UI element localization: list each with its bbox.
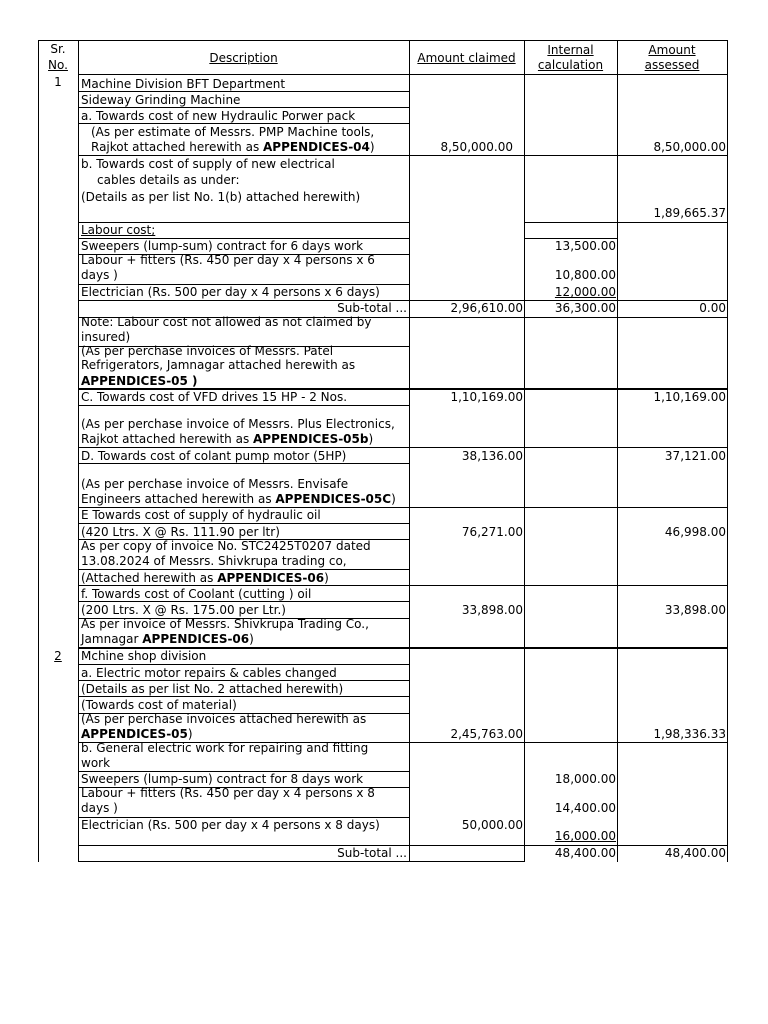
desc-line: APPENDICES-05) xyxy=(81,727,193,741)
desc-line: As per copy of invoice No. STC2425T0207 dated xyxy=(81,539,371,553)
amount-claimed: 8,50,000.00 xyxy=(440,140,513,154)
desc-line: (200 Ltrs. X @ Rs. 175.00 per Ltr.) xyxy=(81,603,286,617)
desc-line: (Details as per list No. 1(b) attached herewith) xyxy=(81,190,361,204)
amount-assessed: 1,98,336.33 xyxy=(653,727,726,741)
desc-line: b. Towards cost of supply of new electrical xyxy=(81,157,335,171)
row-line xyxy=(78,696,409,697)
desc-line: a. Electric motor repairs & cables changed xyxy=(81,666,337,680)
row-line xyxy=(78,155,728,156)
desc-line: Labour + fitters (Rs. 450 per day x 4 persons x 8 xyxy=(81,786,375,800)
desc-line: Jamnagar APPENDICES-06) xyxy=(81,632,254,646)
header-top-line xyxy=(38,40,728,41)
desc-line: (420 Ltrs. X @ Rs. 111.90 per ltr) xyxy=(81,525,280,539)
amount-assessed: 1,10,169.00 xyxy=(653,390,726,404)
subtotal-label-1: Sub-total ... xyxy=(337,301,407,315)
desc-line: insured) xyxy=(81,330,131,344)
desc-line: (As per perchase invoice of Messrs. Envisafe xyxy=(81,477,349,491)
internal-calc: 10,800.00 xyxy=(554,268,616,282)
header-sr-line2: No. xyxy=(48,58,68,72)
desc-line: E Towards cost of supply of hydraulic oil xyxy=(81,508,321,522)
desc-line: APPENDICES-05 ) xyxy=(81,374,198,388)
desc-line: (As per estimate of Messrs. PMP Machine tools, xyxy=(91,125,375,139)
row-line xyxy=(78,664,409,665)
amount-assessed: 8,50,000.00 xyxy=(653,140,726,154)
row-line xyxy=(78,447,728,448)
row-line xyxy=(524,222,728,223)
sr-number-2: 2 xyxy=(54,649,62,663)
desc-line: Sweepers (lump-sum) contract for 8 days work xyxy=(81,772,364,786)
internal-calc: 36,300.00 xyxy=(554,301,616,315)
desc-line: Note: Labour cost not allowed as not claimed by xyxy=(81,315,372,329)
col-line-right xyxy=(727,40,728,862)
header-assessed-line2: assessed xyxy=(644,58,700,72)
desc-line: (Towards cost of material) xyxy=(81,698,237,712)
row-line xyxy=(78,569,409,570)
row-line xyxy=(78,91,409,92)
desc-line: b. General electric work for repairing and fitting xyxy=(81,741,369,755)
internal-calc: 16,000.00 xyxy=(554,829,616,843)
desc-line: Refrigerators, Jamnagar attached herewith as xyxy=(81,358,356,372)
desc-line: (As per perchase invoice of Messrs. Plus Electronics, xyxy=(81,417,395,431)
desc-line: Engineers attached herewith as APPENDICES-05C) xyxy=(81,492,396,506)
col-line-left xyxy=(38,40,39,862)
amount-claimed: 33,898.00 xyxy=(461,603,523,617)
header-internal-line1: Internal xyxy=(547,43,594,57)
desc-line: D. Towards cost of colant pump motor (5HP) xyxy=(81,449,347,463)
col-line-sr xyxy=(78,40,79,862)
row-line xyxy=(78,601,409,602)
desc-line: (Attached herewith as APPENDICES-06) xyxy=(81,571,329,585)
desc-line: Electrician (Rs. 500 per day x 4 persons x 8 days) xyxy=(81,818,380,832)
sr-number-1: 1 xyxy=(54,75,62,89)
desc-line: Mchine shop division xyxy=(81,649,207,663)
amount-claimed: 38,136.00 xyxy=(461,449,523,463)
desc-line: Labour + fitters (Rs. 450 per day x 4 persons x 6 xyxy=(81,253,375,267)
internal-calc: 48,400.00 xyxy=(554,846,616,860)
desc-line: (As per perchase invoices of Messrs. Patel xyxy=(81,344,334,358)
header-amount-claimed: Amount claimed xyxy=(417,51,516,65)
amount-assessed: 37,121.00 xyxy=(664,449,726,463)
row-line xyxy=(78,585,728,586)
internal-calc: 13,500.00 xyxy=(554,239,616,253)
row-line xyxy=(78,861,525,862)
row-line xyxy=(78,680,409,681)
internal-calc: 14,400.00 xyxy=(554,801,616,815)
desc-line: As per invoice of Messrs. Shivkrupa Trading Co., xyxy=(81,617,369,631)
row-line xyxy=(78,463,409,464)
amount-assessed: 1,89,665.37 xyxy=(653,206,726,220)
desc-line: f. Towards cost of Coolant (cutting ) oil xyxy=(81,587,312,601)
amount-claimed: 76,271.00 xyxy=(461,525,523,539)
row-line xyxy=(78,107,409,108)
amount-assessed: 48,400.00 xyxy=(664,846,726,860)
amount-claimed: 2,45,763.00 xyxy=(450,727,523,741)
desc-line: C. Towards cost of VFD drives 15 HP - 2 Nos. xyxy=(81,390,348,404)
desc-line: cables details as under: xyxy=(97,173,240,187)
internal-calc: 12,000.00 xyxy=(554,285,616,299)
desc-line: days ) xyxy=(81,801,118,815)
desc-line: days ) xyxy=(81,268,118,282)
amount-assessed: 33,898.00 xyxy=(664,603,726,617)
subtotal-label-2: Sub-total ... xyxy=(337,846,407,860)
header-description: Description xyxy=(209,51,278,65)
desc-line: (Details as per list No. 2 attached herewith) xyxy=(81,682,344,696)
internal-calc: 18,000.00 xyxy=(554,772,616,786)
amount-claimed: 50,000.00 xyxy=(461,818,523,832)
desc-line: Machine Division BFT Department xyxy=(81,77,286,91)
desc-line: Sweepers (lump-sum) contract for 6 days work xyxy=(81,239,364,253)
desc-line: a. Towards cost of new Hydraulic Porwer pack xyxy=(81,109,356,123)
desc-line: Rajkot attached herewith as APPENDICES-04) xyxy=(91,140,375,154)
desc-line: Sideway Grinding Machine xyxy=(81,93,241,107)
amount-assessed: 46,998.00 xyxy=(664,525,726,539)
row-line xyxy=(78,523,409,524)
desc-line: Electrician (Rs. 500 per day x 4 persons x 6 days) xyxy=(81,285,380,299)
header-sr-line1: Sr. xyxy=(50,42,66,56)
amount-assessed: 0.00 xyxy=(699,301,726,315)
row-line xyxy=(78,405,409,406)
row-line xyxy=(78,123,409,124)
header-bottom-line xyxy=(78,74,728,75)
amount-claimed: 2,96,610.00 xyxy=(450,301,523,315)
desc-line: Labour cost; xyxy=(81,223,156,237)
desc-line: (As per perchase invoices attached herewith as xyxy=(81,712,367,726)
header-internal-line2: calculation xyxy=(537,58,604,72)
desc-line: 13.08.2024 of Messrs. Shivkrupa trading co, xyxy=(81,554,347,568)
amount-claimed: 1,10,169.00 xyxy=(450,390,523,404)
header-assessed-line1: Amount xyxy=(648,43,696,57)
desc-line: Rajkot attached herewith as APPENDICES-05b) xyxy=(81,432,374,446)
desc-line: work xyxy=(81,756,111,770)
col-line-claimed xyxy=(524,40,525,862)
